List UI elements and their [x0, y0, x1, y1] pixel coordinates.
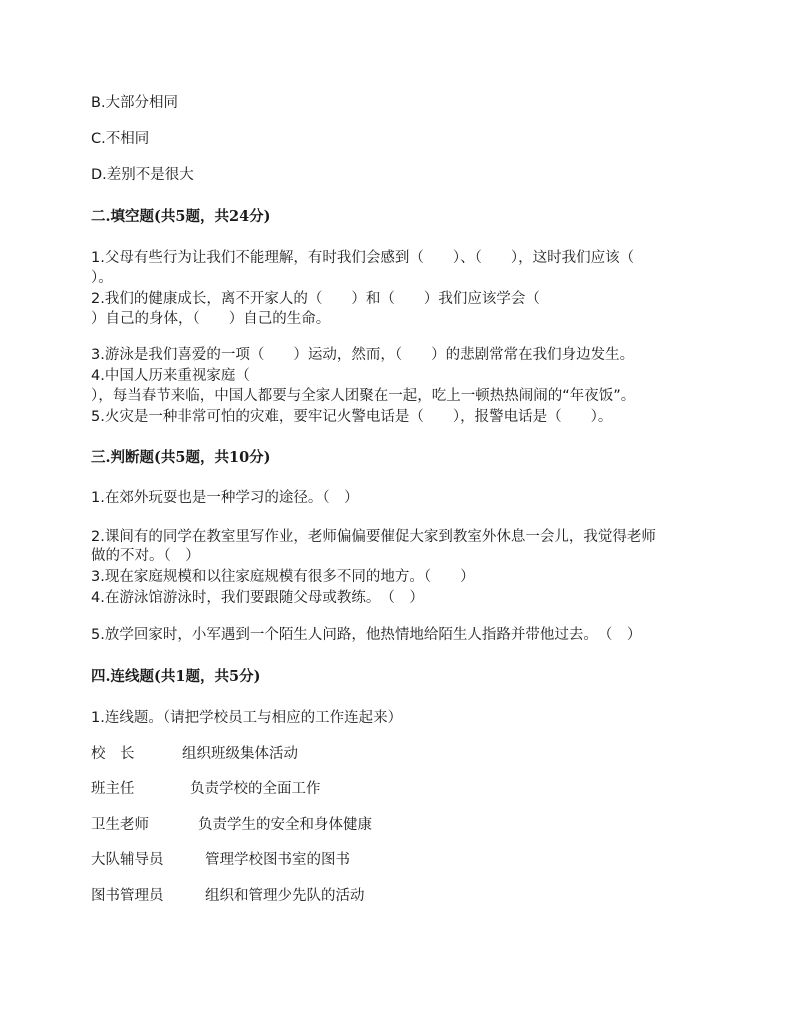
option-d: D.差别不是很大 — [91, 167, 194, 183]
section-heading-true-false: 三.判断题(共5题，共10分) — [91, 449, 271, 466]
matching-staff-brigade-counselor: 大队辅导员 — [91, 852, 164, 868]
matching-staff-librarian: 图书管理员 — [91, 888, 164, 904]
fill-in-q1-line1: 1.父母有些行为让我们不能理解，有时我们会感到（ ）、（ ），这时我们应该（ — [91, 250, 635, 266]
fill-in-q2-line2: ）自己的身体，（ ）自己的生命。 — [91, 311, 331, 327]
section-heading-matching: 四.连线题(共1题，共5分) — [91, 668, 261, 685]
true-false-q2-line2: 做的不对。（ ） — [91, 548, 200, 564]
true-false-q3: 3.现在家庭规模和以往家庭规模有很多不同的地方。（ ） — [91, 569, 475, 585]
matching-question: 1.连线题。（请把学校员工与相应的工作连起来） — [91, 710, 403, 726]
matching-duty-1: 组织班级集体活动 — [182, 746, 298, 762]
fill-in-q4-line1: 4.中国人历来重视家庭（ — [91, 368, 250, 384]
matching-duty-4: 管理学校图书室的图书 — [205, 852, 350, 868]
matching-duty-3: 负责学生的安全和身体健康 — [198, 817, 372, 833]
true-false-q5: 5.放学回家时，小军遇到一个陌生人问路，他热情地给陌生人指路并带他过去。 （ ） — [91, 627, 642, 643]
section-heading-fill-in: 二.填空题(共5题，共24分) — [91, 208, 271, 225]
fill-in-q3: 3.游泳是我们喜爱的一项（ ）运动，然而，（ ）的悲剧常常在我们身边发生。 — [91, 347, 635, 363]
matching-staff-principal: 校 长 — [91, 746, 135, 762]
fill-in-q1-line2: ）。 — [91, 270, 113, 286]
option-c: C.不相同 — [91, 131, 150, 147]
fill-in-q5: 5.火灾是一种非常可怕的灾难，要牢记火警电话是（ ），报警电话是（ ）。 — [91, 409, 613, 425]
matching-staff-head-teacher: 班主任 — [91, 781, 135, 797]
true-false-q4: 4.在游泳馆游泳时，我们要跟随父母或教练。 （ ） — [91, 590, 424, 606]
matching-staff-health-teacher: 卫生老师 — [91, 817, 149, 833]
fill-in-q4-line2: ），每当春节来临，中国人都要与全家人团聚在一起，吃上一顿热热闹闹的“年夜饭”。 — [91, 388, 636, 404]
true-false-q1: 1.在郊外玩耍也是一种学习的途径。（ ） — [91, 490, 359, 506]
matching-duty-5: 组织和管理少先队的活动 — [205, 888, 365, 904]
option-b: B.大部分相同 — [91, 95, 179, 111]
fill-in-q2-line1: 2.我们的健康成长，离不开家人的（ ）和（ ）我们应该学会（ — [91, 291, 540, 307]
matching-duty-2: 负责学校的全面工作 — [190, 781, 321, 797]
true-false-q2-line1: 2.课间有的同学在教室里写作业，老师偏偏要催促大家到教室外休息一会儿，我觉得老师 — [91, 529, 656, 545]
